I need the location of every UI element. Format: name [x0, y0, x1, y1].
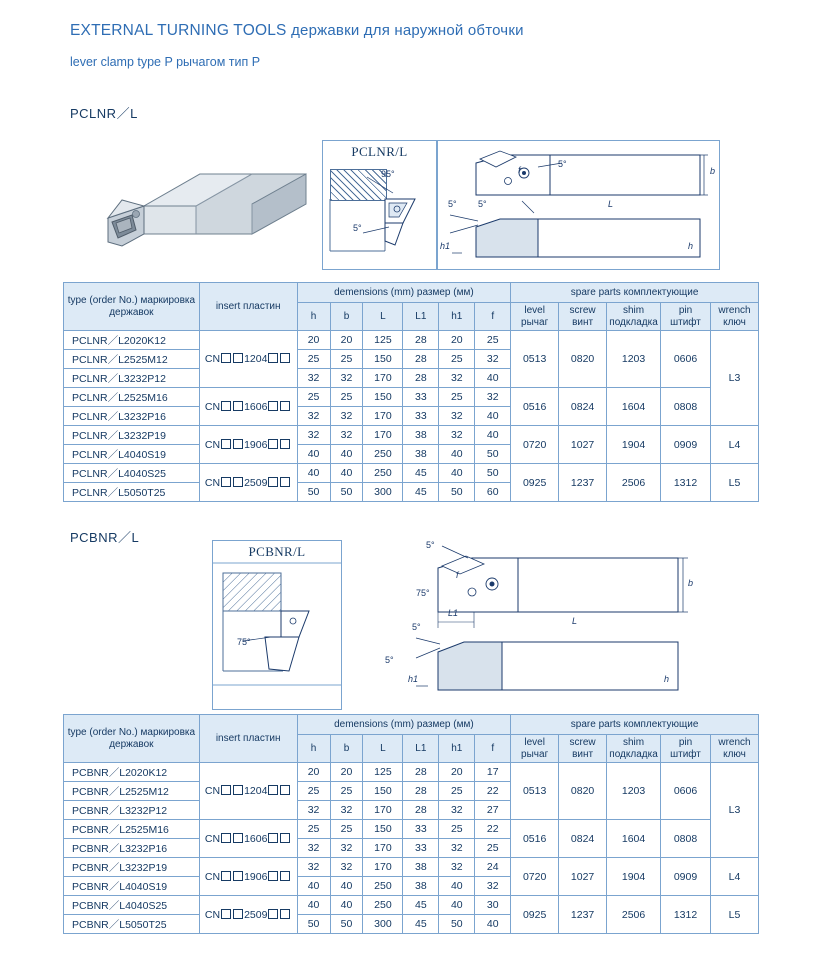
cell-screw: 1027 — [559, 426, 607, 464]
th-h1-pcbnr: h1 — [439, 735, 475, 763]
th-dimensions-pclnr: demensions (mm) размер (мм) — [297, 283, 511, 303]
table-row — [64, 464, 759, 483]
cell-L: 170 — [363, 801, 403, 820]
dim-label-h1: h1 — [440, 241, 451, 251]
cell-h: 32 — [297, 407, 330, 426]
dim-label-L1: L1 — [448, 608, 459, 618]
cell-L1: 45 — [403, 483, 439, 502]
th-wrench-pcbnr: wrench ключ — [710, 735, 758, 763]
cell-insert: CN 1204 — [199, 331, 297, 388]
cell-h: 40 — [297, 896, 330, 915]
cell-type: PCLNR／L3232P12 — [64, 369, 200, 388]
cell-b: 20 — [330, 763, 363, 782]
cell-L: 170 — [363, 426, 403, 445]
cell-L: 170 — [363, 839, 403, 858]
cell-level: 0513 — [511, 763, 559, 820]
cell-level: 0925 — [511, 464, 559, 502]
dim-label-h: h — [688, 241, 694, 251]
th-level-pclnr: level рычаг — [511, 303, 559, 331]
cell-h: 40 — [297, 464, 330, 483]
cell-h: 25 — [297, 782, 330, 801]
dim-label-L: L — [608, 199, 614, 209]
series-label-pcbnr: PCBNR／L — [70, 530, 140, 545]
cell-screw: 1237 — [559, 464, 607, 502]
cell-shim: 1604 — [607, 820, 661, 858]
cell-type: PCLNR／L3232P19 — [64, 426, 200, 445]
cell-insert: CN 2509 — [199, 464, 297, 502]
cell-level: 0925 — [511, 896, 559, 934]
cell-screw: 0820 — [559, 331, 607, 388]
cell-b: 20 — [330, 331, 363, 350]
th-pin-pclnr: pin штифт — [661, 303, 711, 331]
figure-title-pcbnr: PCBNR/L — [248, 544, 306, 559]
angle-label-75b: 75° — [416, 588, 430, 598]
page-title-en: EXTERNAL TURNING TOOLS — [70, 22, 287, 39]
cell-screw: 0820 — [559, 763, 607, 820]
th-L1-pclnr: L1 — [403, 303, 439, 331]
cell-f: 50 — [475, 445, 511, 464]
cell-pin: 0606 — [661, 763, 711, 820]
cell-L1: 28 — [403, 331, 439, 350]
cell-b: 40 — [330, 445, 363, 464]
cell-f: 25 — [475, 839, 511, 858]
cell-insert: CN 2509 — [199, 896, 297, 934]
th-spare-pclnr: spare parts комплектующие — [511, 283, 759, 303]
cell-b: 40 — [330, 877, 363, 896]
angle-label-5b2: 5° — [412, 622, 421, 632]
cell-h1: 20 — [439, 763, 475, 782]
cell-L1: 38 — [403, 877, 439, 896]
cell-L: 150 — [363, 350, 403, 369]
cell-type: PCLNR／L2020K12 — [64, 331, 200, 350]
cell-h: 20 — [297, 331, 330, 350]
cell-h1: 50 — [439, 915, 475, 934]
cell-f: 40 — [475, 915, 511, 934]
cell-b: 25 — [330, 350, 363, 369]
table-row — [64, 331, 759, 350]
table-row — [64, 388, 759, 407]
cell-type: PCLNR／L2525M12 — [64, 350, 200, 369]
cell-shim: 1203 — [607, 763, 661, 820]
cell-insert: CN 1204 — [199, 763, 297, 820]
cell-type: PCLNR／L4040S19 — [64, 445, 200, 464]
th-insert-pcbnr: insert пластин — [199, 715, 297, 763]
angle-label-75a: 75° — [237, 637, 251, 647]
cell-f: 17 — [475, 763, 511, 782]
th-h-pclnr: h — [297, 303, 330, 331]
cell-screw: 1237 — [559, 896, 607, 934]
cell-L1: 28 — [403, 369, 439, 388]
cell-type: PCLNR／L4040S25 — [64, 464, 200, 483]
th-screw-pclnr: screw винт — [559, 303, 607, 331]
table-row — [64, 820, 759, 839]
th-b-pcbnr: b — [330, 735, 363, 763]
cell-h: 25 — [297, 350, 330, 369]
th-L-pclnr: L — [363, 303, 403, 331]
cell-screw: 0824 — [559, 820, 607, 858]
cell-L: 300 — [363, 915, 403, 934]
th-f-pcbnr: f — [475, 735, 511, 763]
cell-L1: 28 — [403, 801, 439, 820]
cell-screw: 1027 — [559, 858, 607, 896]
cell-L: 150 — [363, 388, 403, 407]
cell-insert: CN 1606 — [199, 820, 297, 858]
cell-L1: 33 — [403, 407, 439, 426]
cell-h1: 40 — [439, 445, 475, 464]
cell-h: 25 — [297, 820, 330, 839]
dim-label-h12: h1 — [408, 674, 419, 684]
cell-h: 40 — [297, 877, 330, 896]
cell-L1: 38 — [403, 445, 439, 464]
cell-pin: 0606 — [661, 331, 711, 388]
cell-L: 250 — [363, 877, 403, 896]
page-title-ru: державки для наружной обточки — [291, 22, 524, 39]
th-wrench-pclnr: wrench ключ — [710, 303, 758, 331]
cell-b: 32 — [330, 369, 363, 388]
cell-h1: 40 — [439, 877, 475, 896]
cell-L: 300 — [363, 483, 403, 502]
cell-L1: 33 — [403, 388, 439, 407]
cell-type: PCBNR／L5050T25 — [64, 915, 200, 934]
angle-label-5c: 5° — [448, 199, 457, 209]
cell-shim: 1203 — [607, 331, 661, 388]
cell-type: PCLNR／L3232P16 — [64, 407, 200, 426]
cell-f: 60 — [475, 483, 511, 502]
th-pin-pcbnr: pin штифт — [661, 735, 711, 763]
cell-L1: 28 — [403, 350, 439, 369]
figure-front-pcbnr — [212, 540, 342, 710]
cell-h1: 25 — [439, 820, 475, 839]
cell-L: 150 — [363, 782, 403, 801]
cell-f: 22 — [475, 820, 511, 839]
cell-b: 50 — [330, 915, 363, 934]
cell-h1: 32 — [439, 369, 475, 388]
table-row — [64, 763, 759, 782]
cell-h1: 25 — [439, 388, 475, 407]
figure-title-pclnr: PCLNR/L — [351, 144, 408, 159]
cell-f: 32 — [475, 350, 511, 369]
cell-screw: 0824 — [559, 388, 607, 426]
cell-f: 50 — [475, 464, 511, 483]
cell-shim: 1904 — [607, 426, 661, 464]
cell-shim: 2506 — [607, 896, 661, 934]
cell-h1: 20 — [439, 331, 475, 350]
cell-L1: 28 — [403, 782, 439, 801]
cell-L1: 33 — [403, 820, 439, 839]
table-row — [64, 858, 759, 877]
cell-L: 250 — [363, 464, 403, 483]
cell-L1: 45 — [403, 896, 439, 915]
cell-L: 125 — [363, 331, 403, 350]
th-insert-pclnr: insert пластин — [199, 283, 297, 331]
cell-h: 32 — [297, 369, 330, 388]
th-h1-pclnr: h1 — [439, 303, 475, 331]
cell-L: 250 — [363, 445, 403, 464]
dim-label-L2: L — [572, 616, 578, 626]
cell-insert: CN 1906 — [199, 426, 297, 464]
cell-f: 22 — [475, 782, 511, 801]
cell-h: 25 — [297, 388, 330, 407]
cell-h1: 50 — [439, 483, 475, 502]
cell-f: 40 — [475, 369, 511, 388]
cell-L: 170 — [363, 407, 403, 426]
dim-label-b: b — [710, 166, 716, 176]
cell-level: 0720 — [511, 858, 559, 896]
th-shim-pcbnr: shim подкладка — [607, 735, 661, 763]
figure-side-pcbnr: 5° f 75° L1 b L 5° h1 h — [342, 540, 720, 710]
cell-L: 170 — [363, 369, 403, 388]
cell-insert: CN 1606 — [199, 388, 297, 426]
cell-h: 20 — [297, 763, 330, 782]
cell-h1: 32 — [439, 426, 475, 445]
cell-wrench: L4 — [710, 426, 758, 464]
angle-label-5c2: 5° — [385, 655, 394, 665]
cell-b: 25 — [330, 820, 363, 839]
th-type-pclnr: type (order No.) маркировка державок — [64, 283, 200, 331]
cell-wrench: L5 — [710, 464, 758, 502]
spec-table-pcbnr — [63, 714, 759, 934]
cell-f: 30 — [475, 896, 511, 915]
cell-level: 0720 — [511, 426, 559, 464]
th-L1-pcbnr: L1 — [403, 735, 439, 763]
cell-b: 32 — [330, 407, 363, 426]
cell-L1: 33 — [403, 839, 439, 858]
dim-label-b2: b — [688, 578, 694, 588]
cell-h1: 40 — [439, 896, 475, 915]
cell-pin: 1312 — [661, 896, 711, 934]
cell-h1: 32 — [439, 801, 475, 820]
cell-b: 32 — [330, 839, 363, 858]
cell-shim: 1604 — [607, 388, 661, 426]
cell-h: 32 — [297, 426, 330, 445]
th-f-pclnr: f — [475, 303, 511, 331]
angle-label-5d: 5° — [478, 199, 487, 209]
cell-pin: 1312 — [661, 464, 711, 502]
cell-f: 24 — [475, 858, 511, 877]
cell-f: 32 — [475, 388, 511, 407]
cell-h1: 25 — [439, 782, 475, 801]
cell-b: 40 — [330, 896, 363, 915]
cell-type: PCBNR／L3232P16 — [64, 839, 200, 858]
cell-L: 150 — [363, 820, 403, 839]
spec-table-pclnr — [63, 282, 759, 502]
cell-pin: 0808 — [661, 820, 711, 858]
cell-type: PCBNR／L2525M12 — [64, 782, 200, 801]
th-spare-pcbnr: spare parts комплектующие — [511, 715, 759, 735]
cell-level: 0516 — [511, 388, 559, 426]
table-row — [64, 896, 759, 915]
th-shim-pclnr: shim подкладка — [607, 303, 661, 331]
cell-b: 50 — [330, 483, 363, 502]
cell-f: 40 — [475, 426, 511, 445]
cell-shim: 2506 — [607, 464, 661, 502]
th-dimensions-pcbnr: demensions (mm) размер (мм) — [297, 715, 511, 735]
cell-level: 0513 — [511, 331, 559, 388]
cell-type: PCBNR／L3232P19 — [64, 858, 200, 877]
cell-L1: 38 — [403, 426, 439, 445]
cell-h1: 32 — [439, 407, 475, 426]
cell-wrench: L3 — [710, 763, 758, 858]
cell-type: PCBNR／L4040S25 — [64, 896, 200, 915]
cell-h: 32 — [297, 801, 330, 820]
cell-L: 250 — [363, 896, 403, 915]
cell-type: PCLNR／L2525M16 — [64, 388, 200, 407]
th-h-pcbnr: h — [297, 735, 330, 763]
cell-f: 27 — [475, 801, 511, 820]
cell-type: PCBNR／L2525M16 — [64, 820, 200, 839]
table-row — [64, 426, 759, 445]
cell-pin: 0808 — [661, 388, 711, 426]
cell-wrench: L3 — [710, 331, 758, 426]
angle-label-5a: 5° — [353, 223, 362, 233]
angle-label-5a2: 5° — [426, 540, 435, 550]
cell-h1: 32 — [439, 858, 475, 877]
cell-level: 0516 — [511, 820, 559, 858]
cell-b: 40 — [330, 464, 363, 483]
cell-h1: 40 — [439, 464, 475, 483]
figure-front-pclnr — [322, 140, 437, 270]
cell-b: 25 — [330, 388, 363, 407]
cell-h: 40 — [297, 445, 330, 464]
cell-b: 32 — [330, 858, 363, 877]
cell-pin: 0909 — [661, 426, 711, 464]
cell-L1: 45 — [403, 915, 439, 934]
cell-type: PCBNR／L2020K12 — [64, 763, 200, 782]
cell-wrench: L5 — [710, 896, 758, 934]
cell-b: 32 — [330, 801, 363, 820]
th-b-pclnr: b — [330, 303, 363, 331]
cell-h: 50 — [297, 483, 330, 502]
th-screw-pcbnr: screw винт — [559, 735, 607, 763]
cell-f: 40 — [475, 407, 511, 426]
cell-shim: 1904 — [607, 858, 661, 896]
cell-type: PCBNR／L4040S19 — [64, 877, 200, 896]
series-label-pclnr: PCLNR／L — [70, 106, 138, 121]
figure-3d-pclnr — [92, 130, 322, 270]
cell-h: 32 — [297, 858, 330, 877]
cell-L: 170 — [363, 858, 403, 877]
cell-f: 25 — [475, 331, 511, 350]
cell-h1: 32 — [439, 839, 475, 858]
page-subtitle: lever clamp type P рычагом тип P — [70, 55, 261, 69]
cell-insert: CN 1906 — [199, 858, 297, 896]
cell-L: 125 — [363, 763, 403, 782]
figure-side-pclnr: f 5° b L 5° 5° h1 h — [437, 140, 720, 270]
cell-L1: 38 — [403, 858, 439, 877]
cell-L1: 45 — [403, 464, 439, 483]
cell-h1: 25 — [439, 350, 475, 369]
cell-f: 32 — [475, 877, 511, 896]
cell-type: PCBNR／L3232P12 — [64, 801, 200, 820]
angle-label-5b: 5° — [558, 159, 567, 169]
cell-pin: 0909 — [661, 858, 711, 896]
cell-h: 32 — [297, 839, 330, 858]
dim-label-h2: h — [664, 674, 670, 684]
angle-label-95: 95° — [381, 169, 395, 179]
cell-wrench: L4 — [710, 858, 758, 896]
th-level-pcbnr: level рычаг — [511, 735, 559, 763]
cell-b: 25 — [330, 782, 363, 801]
cell-h: 50 — [297, 915, 330, 934]
cell-type: PCLNR／L5050T25 — [64, 483, 200, 502]
cell-b: 32 — [330, 426, 363, 445]
th-type-pcbnr: type (order No.) маркировка державок — [64, 715, 200, 763]
page-title — [70, 22, 524, 40]
th-L-pcbnr: L — [363, 735, 403, 763]
cell-L1: 28 — [403, 763, 439, 782]
